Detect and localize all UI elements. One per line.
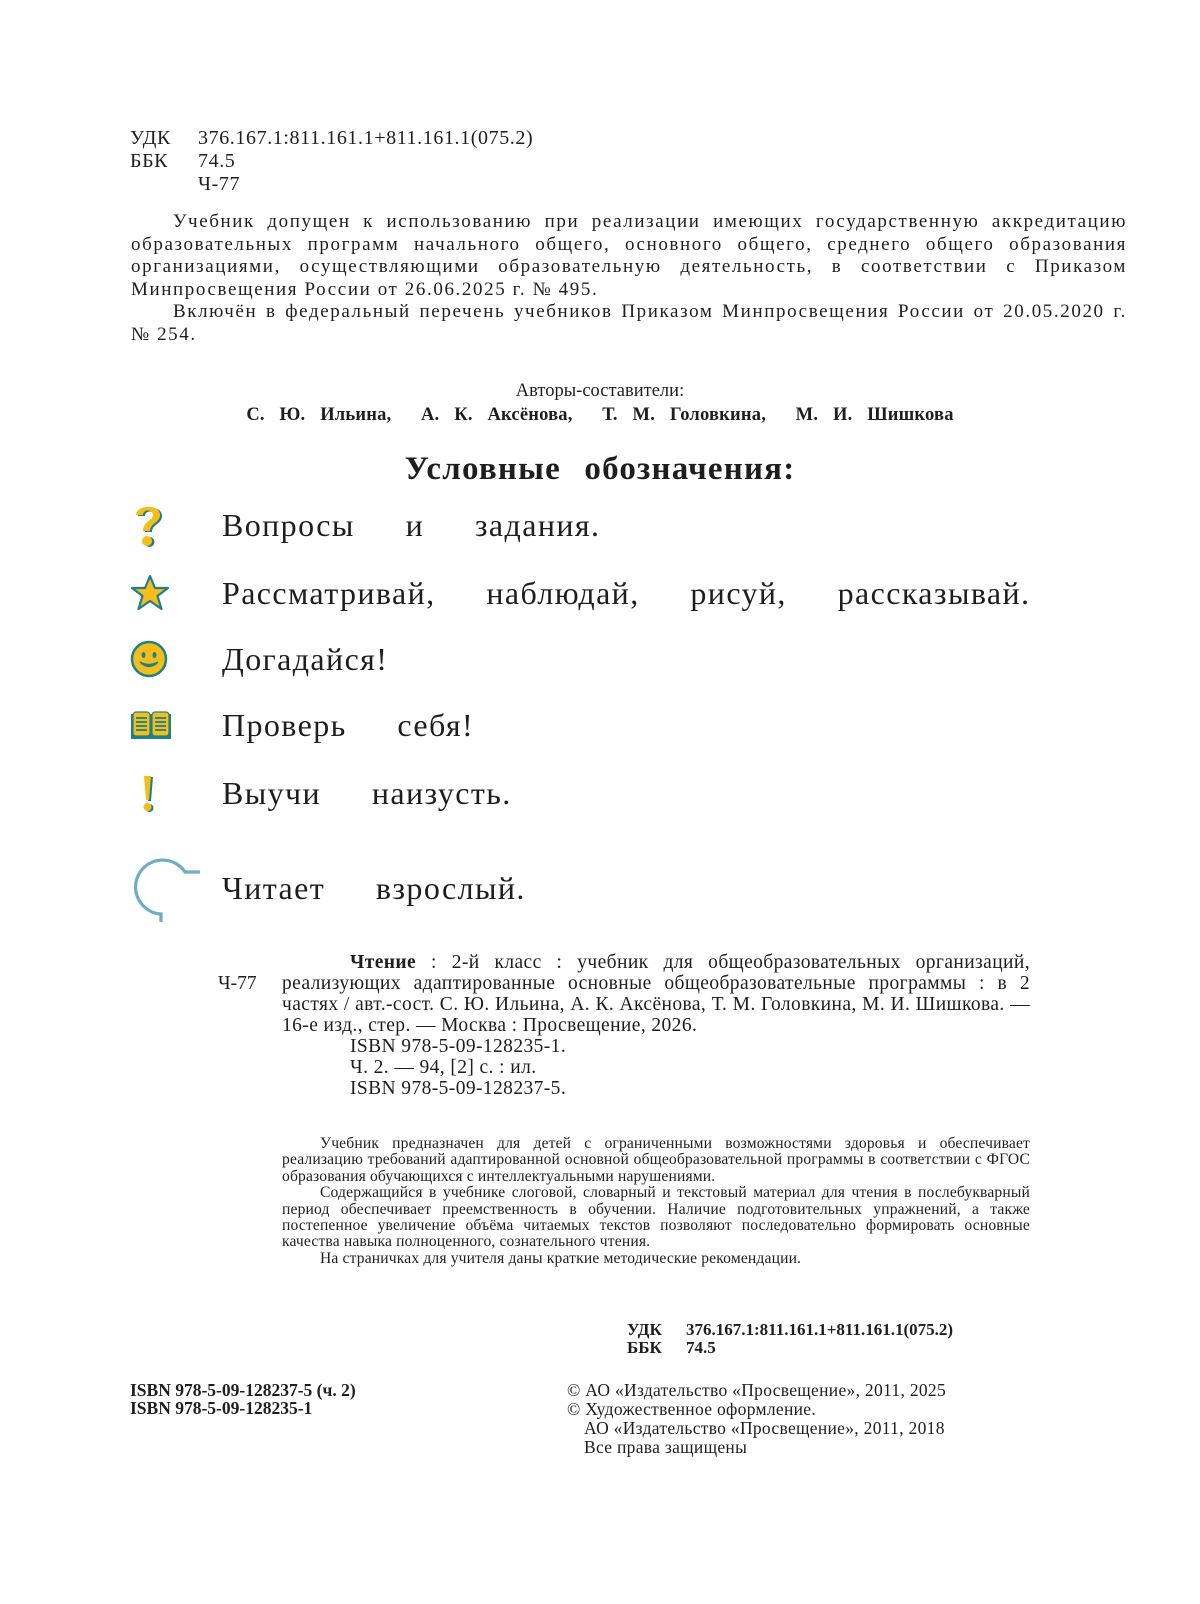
copyright-line: АО «Издательство «Просвещение», 2011, 2018 xyxy=(584,1418,945,1438)
speech-bubble-icon xyxy=(130,852,202,924)
authors-names: С. Ю. Ильина, А. К. Аксёнова, Т. М. Головкина, М. И. Шишкова xyxy=(246,405,954,425)
udk-value: 376.167.1:811.161.1+811.161.1(075.2) xyxy=(686,1320,954,1339)
star-icon xyxy=(130,568,174,618)
legend-label: Догадайся! xyxy=(222,640,389,677)
legend-title: Условные обозначения: xyxy=(404,451,796,487)
legend-label: Читает взрослый. xyxy=(222,869,526,906)
annotation xyxy=(282,1136,1030,1267)
classification-codes xyxy=(130,127,533,196)
author-mark: Ч-77 xyxy=(198,173,241,195)
rights-reserved: Все права защищены xyxy=(584,1437,748,1457)
legend-item-questions xyxy=(130,500,601,550)
approval-paragraph: Учебник допущен к использованию при реализации имеющих государственную аккредитацию образовательных программ начального общего, основного общего, среднего общего образования организациями, осуществляющими образовательную деятельность, в соответствии с Приказом Минпросвещения России от 26.06.2025 г. № 495. xyxy=(131,211,1127,300)
legend-label: Рассматривай, наблюдай, рисуй, рассказывай. xyxy=(222,574,1031,611)
question-icon xyxy=(130,500,174,550)
bbk-value: 74.5 xyxy=(198,150,236,172)
isbn-set: ISBN 978-5-09-128235-1 xyxy=(130,1398,313,1418)
exclamation-icon xyxy=(130,768,174,818)
bib-title: Чтение xyxy=(350,952,417,973)
legend-label: Проверь себя! xyxy=(222,706,475,743)
bib-isbn-part: ISBN 978-5-09-128237-5. xyxy=(350,1078,567,1099)
copyright-line: © АО «Издательство «Просвещение», 2011, 2025 xyxy=(567,1380,947,1400)
bib-description: : 2-й класс : учебник для общеобразовательных организаций, реализующих адаптированные основные общеобразовательные программы : в 2 частях / авт.-сост. С. Ю. Ильина, А. К. Аксёнова, Т. М. Головкина, М. И. Шишкова. — 16-е изд., стер. — Москва : Просвещение, 2026. xyxy=(282,952,1030,1036)
bib-code: Ч-77 xyxy=(218,973,257,994)
bbk-value: 74.5 xyxy=(686,1338,716,1357)
approval-notice xyxy=(131,211,1127,346)
isbn-block xyxy=(130,1381,356,1417)
legend-item-adult-reads xyxy=(130,852,526,924)
bbk-label: ББК xyxy=(627,1338,662,1357)
legend-item-guess xyxy=(130,634,389,684)
legend-label: Выучи наизусть. xyxy=(222,774,512,811)
footer-classification-codes xyxy=(627,1321,953,1357)
bib-part: Ч. 2. — 94, [2] с. : ил. xyxy=(350,1057,537,1078)
federal-list-paragraph: Включён в федеральный перечень учебников Приказом Минпросвещения России от 20.05.2020 г. № 254. xyxy=(131,301,1127,345)
open-book-icon xyxy=(130,700,174,750)
authors-block xyxy=(0,379,1200,427)
annotation-paragraph: Учебник предназначен для детей с ограниченными возможностями здоровья и обеспечивает реализацию требований адаптированной основной общеобразовательной программы в соответствии с ФГОС образования обучающихся с интеллектуальными нарушениями. xyxy=(282,1135,1030,1185)
udk-value: 376.167.1:811.161.1+811.161.1(075.2) xyxy=(198,127,534,149)
annotation-paragraph: Содержащийся в учебнике слоговой, словарный и текстовый материал для чтения в послебукварный период обеспечивает преемственность в обучении. Наличие подготовительных упражнений, а также постепенное увеличение объёма читаемых текстов позволяют последовательно формировать основные качества навыка полноценного, сознательного чтения. xyxy=(282,1184,1030,1251)
legend-item-observe xyxy=(130,568,1031,618)
copyright-block xyxy=(567,1381,946,1457)
copyright-line: © Художественное оформление. xyxy=(567,1399,817,1419)
annotation-paragraph: На страничках для учителя даны краткие методические рекомендации. xyxy=(320,1249,802,1267)
udk-label: УДК xyxy=(627,1320,662,1339)
authors-label: Авторы-составители: xyxy=(515,381,685,401)
bib-entry xyxy=(282,952,1030,1036)
legend-item-memorize xyxy=(130,768,512,818)
bib-isbn-set: ISBN 978-5-09-128235-1. xyxy=(350,1036,567,1057)
legend-label: Вопросы и задания. xyxy=(222,506,601,543)
bibliographic-record xyxy=(218,952,1030,1099)
legend-item-check xyxy=(130,700,475,750)
udk-label: УДК xyxy=(130,127,171,149)
smiley-icon xyxy=(130,634,174,684)
bbk-label: ББК xyxy=(130,150,169,172)
isbn-part: ISBN 978-5-09-128237-5 (ч. 2) xyxy=(130,1380,356,1400)
